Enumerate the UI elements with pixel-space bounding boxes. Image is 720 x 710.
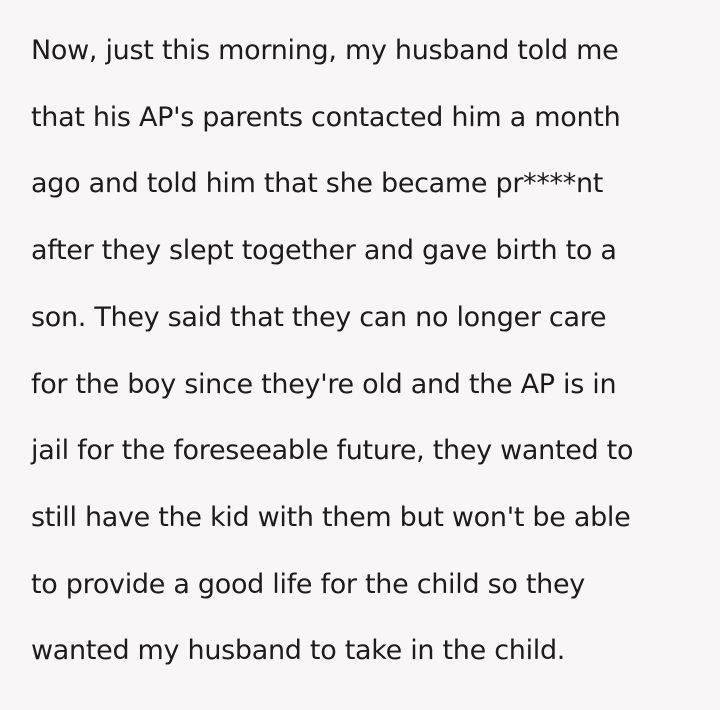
paragraph-line-4: after they slept together and gave birth to a	[31, 235, 617, 267]
paragraph-line-2: that his AP's parents contacted him a month	[31, 101, 621, 133]
paragraph-line-9: to provide a good life for the child so they	[31, 568, 585, 600]
paragraph-line-1: Now, just this morning, my husband told me	[31, 35, 619, 66]
paragraph-line-8: still have the kid with them but won't be able	[31, 501, 631, 533]
paragraph-line-10: wanted my husband to take in the child.	[31, 635, 566, 667]
paragraph-line-7: jail for the foreseeable future, they wanted to	[31, 435, 634, 467]
paragraph-line-6: for the boy since they're old and the AP is in	[31, 368, 617, 400]
article-paragraph	[31, 18, 711, 685]
paragraph-line-5: son. They said that they can no longer care	[31, 301, 607, 333]
paragraph-line-3: ago and told him that she became pr****nt	[31, 168, 604, 200]
